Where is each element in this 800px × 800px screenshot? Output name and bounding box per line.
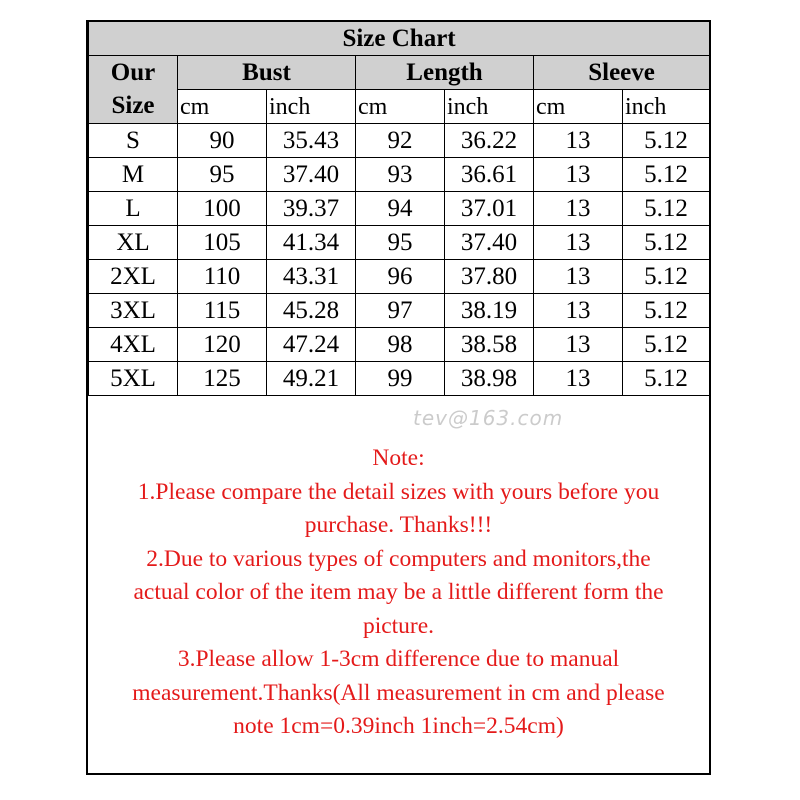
cell-bust-cm: 125 xyxy=(178,362,267,396)
cell-sleeve-inch: 5.12 xyxy=(623,192,710,226)
note-line: picture. xyxy=(362,612,435,639)
cell-length-cm: 93 xyxy=(356,158,445,192)
cell-sleeve-cm: 13 xyxy=(534,192,623,226)
cell-sleeve-inch: 5.12 xyxy=(623,158,710,192)
note-line: purchase. Thanks!!! xyxy=(304,512,493,538)
unit-bust-inch: inch xyxy=(267,90,356,124)
bust-header: Bust xyxy=(178,56,356,90)
chart-title: Size Chart xyxy=(89,22,710,56)
note-line: actual color of the item may be a little different form the xyxy=(133,579,664,605)
table-row xyxy=(89,260,710,294)
cell-length-cm: 97 xyxy=(356,294,445,328)
cell-length-inch: 38.19 xyxy=(445,294,534,328)
note-line: note 1cm=0.39inch 1inch=2.54cm) xyxy=(233,713,564,739)
cell-sleeve-inch: 5.12 xyxy=(623,260,710,294)
note-block xyxy=(88,442,709,744)
cell-sleeve-cm: 13 xyxy=(534,158,623,192)
table-row xyxy=(89,362,710,396)
table-row xyxy=(89,328,710,362)
cell-length-cm: 95 xyxy=(356,226,445,260)
cell-length-cm: 98 xyxy=(356,328,445,362)
sleeve-header: Sleeve xyxy=(534,56,710,90)
cell-bust-inch: 37.40 xyxy=(267,158,356,192)
cell-sleeve-inch: 5.12 xyxy=(623,294,710,328)
cell-bust-cm: 95 xyxy=(178,158,267,192)
unit-length-inch: inch xyxy=(445,90,534,124)
length-header: Length xyxy=(356,56,534,90)
cell-sleeve-cm: 13 xyxy=(534,124,623,158)
cell-bust-inch: 45.28 xyxy=(267,294,356,328)
note-line: 2.Due to various types of computers and monitors,the xyxy=(146,545,651,572)
unit-sleeve-inch: inch xyxy=(623,90,710,124)
size-chart xyxy=(86,20,711,775)
cell-length-inch: 37.01 xyxy=(445,192,534,226)
table-row xyxy=(89,124,710,158)
size-header-bottom: Size xyxy=(89,90,178,124)
note-line: 3.Please allow 1-3cm difference due to manual xyxy=(177,646,620,672)
cell-size: 4XL xyxy=(89,328,178,362)
unit-length-cm: cm xyxy=(356,90,445,124)
cell-length-inch: 36.22 xyxy=(445,124,534,158)
cell-sleeve-cm: 13 xyxy=(534,226,623,260)
table-row xyxy=(89,158,710,192)
watermark-text: tev@163.com xyxy=(413,406,564,430)
cell-bust-cm: 100 xyxy=(178,192,267,226)
note-line: measurement.Thanks(All measurement in cm and please xyxy=(132,679,665,706)
unit-bust-cm: cm xyxy=(178,90,267,124)
note-line: 1.Please compare the detail sizes with yours before you xyxy=(137,478,660,505)
cell-bust-cm: 115 xyxy=(178,294,267,328)
cell-length-cm: 92 xyxy=(356,124,445,158)
size-header-top: Our xyxy=(89,56,178,90)
table-row xyxy=(89,192,710,226)
cell-sleeve-cm: 13 xyxy=(534,294,623,328)
cell-length-inch: 38.98 xyxy=(445,362,534,396)
cell-bust-inch: 49.21 xyxy=(267,362,356,396)
cell-sleeve-inch: 5.12 xyxy=(623,226,710,260)
cell-bust-cm: 105 xyxy=(178,226,267,260)
cell-bust-inch: 39.37 xyxy=(267,192,356,226)
table-row xyxy=(89,294,710,328)
cell-length-cm: 99 xyxy=(356,362,445,396)
cell-length-inch: 37.80 xyxy=(445,260,534,294)
unit-sleeve-cm: cm xyxy=(534,90,623,124)
cell-bust-inch: 41.34 xyxy=(267,226,356,260)
cell-bust-inch: 35.43 xyxy=(267,124,356,158)
cell-sleeve-inch: 5.12 xyxy=(623,124,710,158)
cell-sleeve-inch: 5.12 xyxy=(623,362,710,396)
cell-length-cm: 96 xyxy=(356,260,445,294)
cell-length-inch: 36.61 xyxy=(445,158,534,192)
cell-bust-cm: 120 xyxy=(178,328,267,362)
cell-sleeve-cm: 13 xyxy=(534,328,623,362)
cell-bust-inch: 43.31 xyxy=(267,260,356,294)
table-row xyxy=(89,226,710,260)
cell-size: 3XL xyxy=(89,294,178,328)
cell-bust-inch: 47.24 xyxy=(267,328,356,362)
cell-size: M xyxy=(89,158,178,192)
size-rows xyxy=(89,124,710,396)
cell-length-inch: 38.58 xyxy=(445,328,534,362)
cell-sleeve-cm: 13 xyxy=(534,260,623,294)
cell-bust-cm: 110 xyxy=(178,260,267,294)
cell-length-cm: 94 xyxy=(356,192,445,226)
size-table xyxy=(88,22,710,396)
cell-size: 2XL xyxy=(89,260,178,294)
cell-size: 5XL xyxy=(89,362,178,396)
note-line: Note: xyxy=(372,445,425,471)
cell-size: L xyxy=(89,192,178,226)
cell-sleeve-cm: 13 xyxy=(534,362,623,396)
cell-size: S xyxy=(89,124,178,158)
cell-size: XL xyxy=(89,226,178,260)
cell-length-inch: 37.40 xyxy=(445,226,534,260)
cell-bust-cm: 90 xyxy=(178,124,267,158)
cell-sleeve-inch: 5.12 xyxy=(623,328,710,362)
